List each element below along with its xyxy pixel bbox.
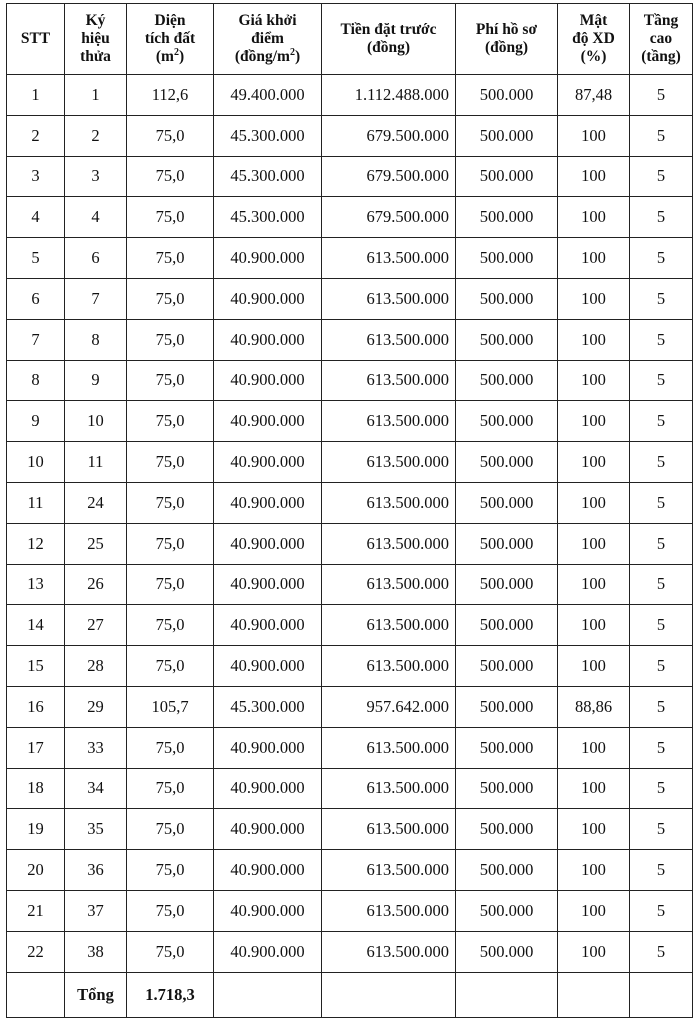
application-fee-cell: 500.000: [456, 646, 558, 687]
deposit-cell: 679.500.000: [322, 197, 456, 238]
land-area-cell: 112,6: [127, 75, 214, 116]
building-density-cell: 100: [558, 809, 630, 850]
total-row: [7, 972, 693, 1017]
application-fee-cell: 500.000: [456, 319, 558, 360]
deposit-cell: 613.500.000: [322, 238, 456, 279]
land-area-cell: 75,0: [127, 727, 214, 768]
deposit-cell: 613.500.000: [322, 768, 456, 809]
application-fee-cell: 500.000: [456, 686, 558, 727]
table-row: [7, 442, 693, 483]
lot-number-cell: 7: [65, 278, 127, 319]
lot-number-cell: 26: [65, 564, 127, 605]
table-row: [7, 360, 693, 401]
building-density-cell: 87,48: [558, 75, 630, 116]
table-row: [7, 686, 693, 727]
header-stt: STT: [7, 4, 65, 75]
table-row: [7, 605, 693, 646]
table-row: [7, 809, 693, 850]
stt-cell: 13: [7, 564, 65, 605]
application-fee-cell: 500.000: [456, 727, 558, 768]
starting-price-cell: 45.300.000: [214, 115, 322, 156]
starting-price-cell: 40.900.000: [214, 890, 322, 931]
application-fee-cell: 500.000: [456, 278, 558, 319]
floor-height-cell: 5: [630, 646, 693, 687]
deposit-cell: 613.500.000: [322, 523, 456, 564]
lot-number-cell: 8: [65, 319, 127, 360]
building-density-cell: 100: [558, 890, 630, 931]
stt-cell: 8: [7, 360, 65, 401]
application-fee-cell: 500.000: [456, 197, 558, 238]
table-row: [7, 564, 693, 605]
stt-cell: 15: [7, 646, 65, 687]
building-density-cell: 100: [558, 605, 630, 646]
table-row: [7, 319, 693, 360]
lot-number-cell: 4: [65, 197, 127, 238]
land-area-cell: 75,0: [127, 442, 214, 483]
land-area-cell: 75,0: [127, 197, 214, 238]
starting-price-cell: 40.900.000: [214, 727, 322, 768]
land-area-cell: 75,0: [127, 931, 214, 972]
deposit-cell: 613.500.000: [322, 482, 456, 523]
floor-height-cell: 5: [630, 890, 693, 931]
stt-cell: 2: [7, 115, 65, 156]
deposit-cell: 1.112.488.000: [322, 75, 456, 116]
building-density-cell: 100: [558, 931, 630, 972]
lot-number-cell: 3: [65, 156, 127, 197]
floor-height-cell: 5: [630, 564, 693, 605]
floor-height-cell: 5: [630, 850, 693, 891]
deposit-cell: 957.642.000: [322, 686, 456, 727]
floor-height-cell: 5: [630, 482, 693, 523]
starting-price-cell: 40.900.000: [214, 278, 322, 319]
deposit-cell: 613.500.000: [322, 931, 456, 972]
deposit-cell: 613.500.000: [322, 890, 456, 931]
land-area-cell: 75,0: [127, 605, 214, 646]
header-deposit: Tiền đặt trước (đồng): [322, 4, 456, 75]
application-fee-cell: 500.000: [456, 156, 558, 197]
starting-price-cell: 40.900.000: [214, 319, 322, 360]
floor-height-cell: 5: [630, 605, 693, 646]
land-area-cell: 75,0: [127, 238, 214, 279]
building-density-cell: 100: [558, 442, 630, 483]
lot-number-cell: 38: [65, 931, 127, 972]
land-lot-table: [6, 3, 693, 1018]
building-density-cell: 100: [558, 646, 630, 687]
starting-price-cell: 40.900.000: [214, 442, 322, 483]
lot-number-cell: 25: [65, 523, 127, 564]
application-fee-cell: 500.000: [456, 401, 558, 442]
starting-price-cell: 45.300.000: [214, 197, 322, 238]
stt-cell: 1: [7, 75, 65, 116]
total-fee-cell: [456, 972, 558, 1017]
stt-cell: 11: [7, 482, 65, 523]
lot-number-cell: 27: [65, 605, 127, 646]
total-label: Tổng: [65, 972, 127, 1017]
lot-number-cell: 6: [65, 238, 127, 279]
deposit-cell: 613.500.000: [322, 442, 456, 483]
floor-height-cell: 5: [630, 75, 693, 116]
table-row: [7, 890, 693, 931]
starting-price-cell: 40.900.000: [214, 401, 322, 442]
floor-height-cell: 5: [630, 931, 693, 972]
starting-price-cell: 40.900.000: [214, 238, 322, 279]
deposit-cell: 613.500.000: [322, 360, 456, 401]
application-fee-cell: 500.000: [456, 931, 558, 972]
building-density-cell: 100: [558, 850, 630, 891]
floor-height-cell: 5: [630, 156, 693, 197]
table-row: [7, 197, 693, 238]
table-row: [7, 768, 693, 809]
deposit-cell: 679.500.000: [322, 156, 456, 197]
table-body: [7, 75, 693, 973]
application-fee-cell: 500.000: [456, 238, 558, 279]
header-floor-height: Tầng cao (tầng): [630, 4, 693, 75]
deposit-cell: 613.500.000: [322, 319, 456, 360]
table-row: [7, 238, 693, 279]
total-deposit-cell: [322, 972, 456, 1017]
building-density-cell: 100: [558, 319, 630, 360]
lot-number-cell: 37: [65, 890, 127, 931]
header-application-fee: Phí hồ sơ (đồng): [456, 4, 558, 75]
land-area-cell: 75,0: [127, 482, 214, 523]
stt-cell: 20: [7, 850, 65, 891]
table-row: [7, 75, 693, 116]
starting-price-cell: 40.900.000: [214, 482, 322, 523]
floor-height-cell: 5: [630, 523, 693, 564]
application-fee-cell: 500.000: [456, 850, 558, 891]
building-density-cell: 100: [558, 727, 630, 768]
table-row: [7, 646, 693, 687]
table-row: [7, 115, 693, 156]
land-area-cell: 75,0: [127, 890, 214, 931]
table-row: [7, 156, 693, 197]
header-lot-number: Ký hiệu thửa: [65, 4, 127, 75]
table-row: [7, 727, 693, 768]
starting-price-cell: 40.900.000: [214, 605, 322, 646]
floor-height-cell: 5: [630, 115, 693, 156]
stt-cell: 9: [7, 401, 65, 442]
floor-height-cell: 5: [630, 401, 693, 442]
deposit-cell: 613.500.000: [322, 809, 456, 850]
stt-cell: 19: [7, 809, 65, 850]
lot-number-cell: 33: [65, 727, 127, 768]
table-row: [7, 401, 693, 442]
total-stt-cell: [7, 972, 65, 1017]
application-fee-cell: 500.000: [456, 564, 558, 605]
lot-number-cell: 24: [65, 482, 127, 523]
application-fee-cell: 500.000: [456, 605, 558, 646]
application-fee-cell: 500.000: [456, 482, 558, 523]
header-row: [7, 4, 693, 75]
application-fee-cell: 500.000: [456, 115, 558, 156]
starting-price-cell: 40.900.000: [214, 850, 322, 891]
land-area-cell: 105,7: [127, 686, 214, 727]
lot-number-cell: 11: [65, 442, 127, 483]
building-density-cell: 100: [558, 115, 630, 156]
deposit-cell: 613.500.000: [322, 401, 456, 442]
stt-cell: 4: [7, 197, 65, 238]
starting-price-cell: 40.900.000: [214, 523, 322, 564]
deposit-cell: 613.500.000: [322, 564, 456, 605]
stt-cell: 5: [7, 238, 65, 279]
stt-cell: 18: [7, 768, 65, 809]
lot-number-cell: 10: [65, 401, 127, 442]
building-density-cell: 100: [558, 156, 630, 197]
deposit-cell: 613.500.000: [322, 727, 456, 768]
starting-price-cell: 40.900.000: [214, 768, 322, 809]
floor-height-cell: 5: [630, 809, 693, 850]
stt-cell: 10: [7, 442, 65, 483]
stt-cell: 3: [7, 156, 65, 197]
floor-height-cell: 5: [630, 727, 693, 768]
starting-price-cell: 40.900.000: [214, 564, 322, 605]
header-land-area: Diện tích đất $(m^2)$: [127, 4, 214, 75]
application-fee-cell: 500.000: [456, 75, 558, 116]
lot-number-cell: 34: [65, 768, 127, 809]
header-starting-price: Giá khởi điểm $(đồng/m^2)$: [214, 4, 322, 75]
land-area-cell: 75,0: [127, 278, 214, 319]
building-density-cell: 100: [558, 238, 630, 279]
floor-height-cell: 5: [630, 197, 693, 238]
application-fee-cell: 500.000: [456, 809, 558, 850]
deposit-cell: 679.500.000: [322, 115, 456, 156]
deposit-cell: 613.500.000: [322, 646, 456, 687]
land-area-cell: 75,0: [127, 319, 214, 360]
starting-price-cell: 45.300.000: [214, 686, 322, 727]
stt-cell: 7: [7, 319, 65, 360]
land-area-cell: 75,0: [127, 768, 214, 809]
deposit-cell: 613.500.000: [322, 605, 456, 646]
land-area-cell: 75,0: [127, 523, 214, 564]
total-price-cell: [214, 972, 322, 1017]
application-fee-cell: 500.000: [456, 442, 558, 483]
starting-price-cell: 40.900.000: [214, 646, 322, 687]
floor-height-cell: 5: [630, 442, 693, 483]
application-fee-cell: 500.000: [456, 890, 558, 931]
starting-price-cell: 40.900.000: [214, 360, 322, 401]
floor-height-cell: 5: [630, 768, 693, 809]
land-area-cell: 75,0: [127, 646, 214, 687]
starting-price-cell: 40.900.000: [214, 931, 322, 972]
land-area-cell: 75,0: [127, 850, 214, 891]
building-density-cell: 88,86: [558, 686, 630, 727]
floor-height-cell: 5: [630, 238, 693, 279]
land-area-cell: 75,0: [127, 401, 214, 442]
stt-cell: 16: [7, 686, 65, 727]
lot-number-cell: 1: [65, 75, 127, 116]
floor-height-cell: 5: [630, 360, 693, 401]
application-fee-cell: 500.000: [456, 360, 558, 401]
lot-number-cell: 28: [65, 646, 127, 687]
lot-number-cell: 29: [65, 686, 127, 727]
land-area-cell: 75,0: [127, 115, 214, 156]
building-density-cell: 100: [558, 482, 630, 523]
land-area-cell: 75,0: [127, 360, 214, 401]
lot-number-cell: 9: [65, 360, 127, 401]
lot-number-cell: 2: [65, 115, 127, 156]
stt-cell: 17: [7, 727, 65, 768]
land-area-cell: 75,0: [127, 156, 214, 197]
table-row: [7, 278, 693, 319]
land-auction-table-page: [6, 3, 692, 1018]
application-fee-cell: 500.000: [456, 523, 558, 564]
table-row: [7, 523, 693, 564]
starting-price-cell: 49.400.000: [214, 75, 322, 116]
building-density-cell: 100: [558, 401, 630, 442]
building-density-cell: 100: [558, 360, 630, 401]
starting-price-cell: 40.900.000: [214, 809, 322, 850]
table-row: [7, 931, 693, 972]
floor-height-cell: 5: [630, 686, 693, 727]
total-density-cell: [558, 972, 630, 1017]
land-area-cell: 75,0: [127, 809, 214, 850]
deposit-cell: 613.500.000: [322, 850, 456, 891]
building-density-cell: 100: [558, 197, 630, 238]
stt-cell: 22: [7, 931, 65, 972]
stt-cell: 21: [7, 890, 65, 931]
table-row: [7, 850, 693, 891]
total-floors-cell: [630, 972, 693, 1017]
stt-cell: 6: [7, 278, 65, 319]
building-density-cell: 100: [558, 564, 630, 605]
header-building-density: Mật độ XD (%): [558, 4, 630, 75]
table-row: [7, 482, 693, 523]
floor-height-cell: 5: [630, 278, 693, 319]
stt-cell: 12: [7, 523, 65, 564]
lot-number-cell: 35: [65, 809, 127, 850]
building-density-cell: 100: [558, 768, 630, 809]
deposit-cell: 613.500.000: [322, 278, 456, 319]
application-fee-cell: 500.000: [456, 768, 558, 809]
floor-height-cell: 5: [630, 319, 693, 360]
building-density-cell: 100: [558, 278, 630, 319]
starting-price-cell: 45.300.000: [214, 156, 322, 197]
stt-cell: 14: [7, 605, 65, 646]
building-density-cell: 100: [558, 523, 630, 564]
lot-number-cell: 36: [65, 850, 127, 891]
land-area-cell: 75,0: [127, 564, 214, 605]
total-area: 1.718,3: [127, 972, 214, 1017]
